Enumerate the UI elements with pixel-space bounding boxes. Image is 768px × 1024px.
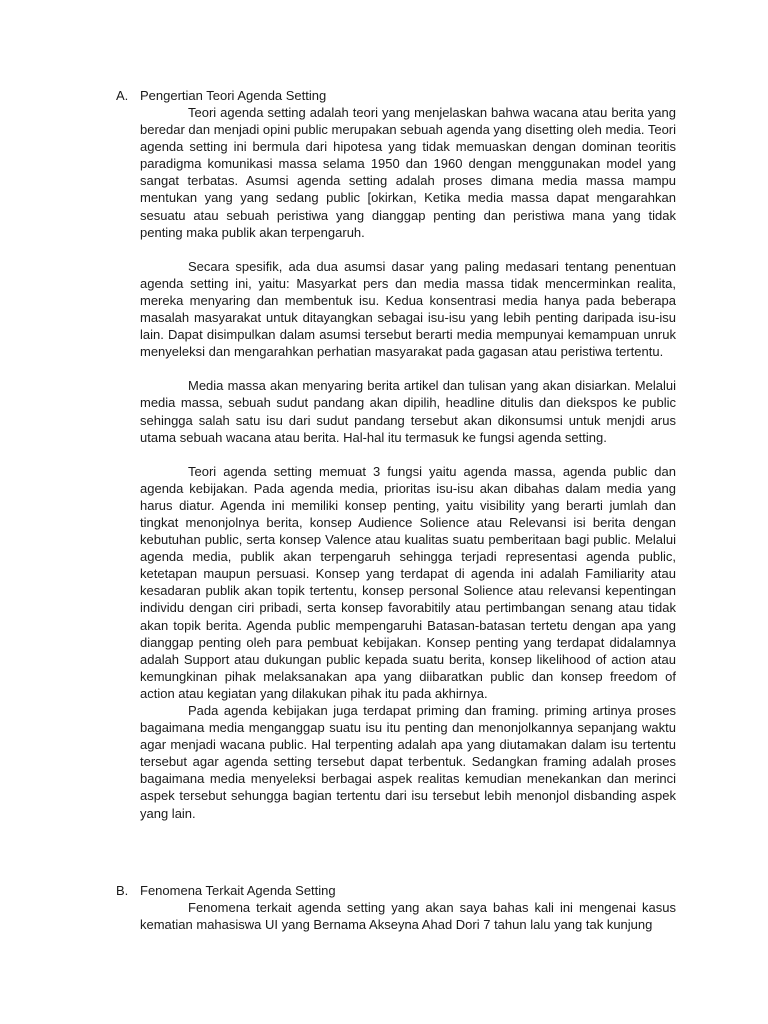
section-body xyxy=(116,899,676,933)
paragraph: Teori agenda setting adalah teori yang menjelaskan bahwa wacana atau berita yang beredar dan menjadi opini public merupakan sebuah agenda yang disetting oleh media. Teori agenda setting ini bermula dari hipotesa yang tidak memuaskan dengan dominan teoritis paradigma komunikasi massa selama 1950 dan 1960 dengan menggunakan model yang sangat terbatas. Asumsi agenda setting adalah proses dimana media massa mampu mentukan yang yang sedang public [okirkan, Ketika media massa dapat mengarahkan sesuatu atau sebuah peristiwa yang dianggap penting dan peristiwa mana yang tidak penting maka publik akan terpengaruh. xyxy=(140,105,677,240)
section-title: Pengertian Teori Agenda Setting xyxy=(140,88,327,103)
section-title: Fenomena Terkait Agenda Setting xyxy=(140,883,336,898)
section-b xyxy=(116,882,676,933)
paragraph: Secara spesifik, ada dua asumsi dasar yang paling medasari tentang penentuan agenda setting ini, yaitu: Masyarkat pers dan media massa tidak mencerminkan realita, mereka menyaring dan membentuk isu. Kedua konsentrasi media hanya pada beberapa masalah masyarakat untuk ditayangkan sebagai isu-isu yang lebih penting daripada isu-isu lain. Dapat disimpulkan dalam asumsi tersebut berarti media mempunyai kemampuan unruk menyeleksi dan mengarahkan perhatian masyarakat pada gagasan atau peristiwa tertentu. xyxy=(140,258,676,360)
paragraph: Fenomena terkait agenda setting yang akan saya bahas kali ini mengenai kasus kematian mahasiswa UI yang Bernama Akseyna Ahad Dori 7 tahun lalu yang tak kunjung xyxy=(140,900,676,933)
paragraph: Teori agenda setting memuat 3 fungsi yaitu agenda massa, agenda public dan agenda kebijakan. Pada agenda media, prioritas isu-isu akan dibahas dalam media yang harus diatur. Agenda ini memiliki konsep penting, yaitu visibility yang berarti jumlah dan tingkat menonjolnya berita, konsep Audience Solience atau Relevansi isi berita dengan kebutuhan public, serta konsep Valence atau kualitas suatu pemberitaan bagi public. Melalui agenda media, publik akan terpengaruh sehingga terjadi representasi agenda public, ketetapan maupun persuasi. Konsep yang terdapat di agenda ini adalah Familiarity atau kesadaran publik akan topik tertentu, konsep personal Solience atau relevansi kepentingan individu dengan ciri pribadi, serta konsep favorabitily atau pertimbangan senang atau tidak akan topik berita. Agenda public mempengaruhi Batasan-batasan tertetu dengan apa yang dianggap penting oleh para pembuat kebijakan. Konsep penting yang terdapat didalamnya adalah Support atau dukungan public kepada suatu berita, konsep likelihood of action atau kemungkinan pihak melaksanakan apa yang diibaratkan public dan konsep freedom of action atau kegiatan yang dilakukan pihak itu pada akhirnya. xyxy=(140,463,676,701)
section-a xyxy=(116,87,676,822)
section-heading xyxy=(116,882,676,899)
section-body xyxy=(116,104,676,822)
section-heading xyxy=(116,87,676,104)
section-letter: A. xyxy=(116,88,129,103)
paragraph: Pada agenda kebijakan juga terdapat priming dan framing. priming artinya proses bagaimana media menganggap suatu isu itu penting dan menonjolkannya sepanjang waktu agar menjadi wacana public. Hal terpenting adalah apa yang diutamakan dalam isu tertentu tersebut agar agenda setting tersebut dapat terbentuk. Sedangkan framing adalah proses bagaimana media menyeleksi berbagai aspek realitas kemudian menekankan dan merinci aspek tersebut sehungga bagian tertentu dari isu tersebut lebih menonjol disbanding aspek yang lain. xyxy=(140,703,676,821)
section-letter: B. xyxy=(116,883,129,898)
paragraph: Media massa akan menyaring berita artikel dan tulisan yang akan disiarkan. Melalui media massa, sebuah sudut pandang akan dipilih, headline ditulis dan diekspos ke public sehingga salah satu isu dari sudut pandang tersebut akan dikonsumsi untuk menjdi arus utama sebuah wacana atau berita. Hal-hal itu termasuk ke fungsi agenda setting. xyxy=(140,378,676,445)
